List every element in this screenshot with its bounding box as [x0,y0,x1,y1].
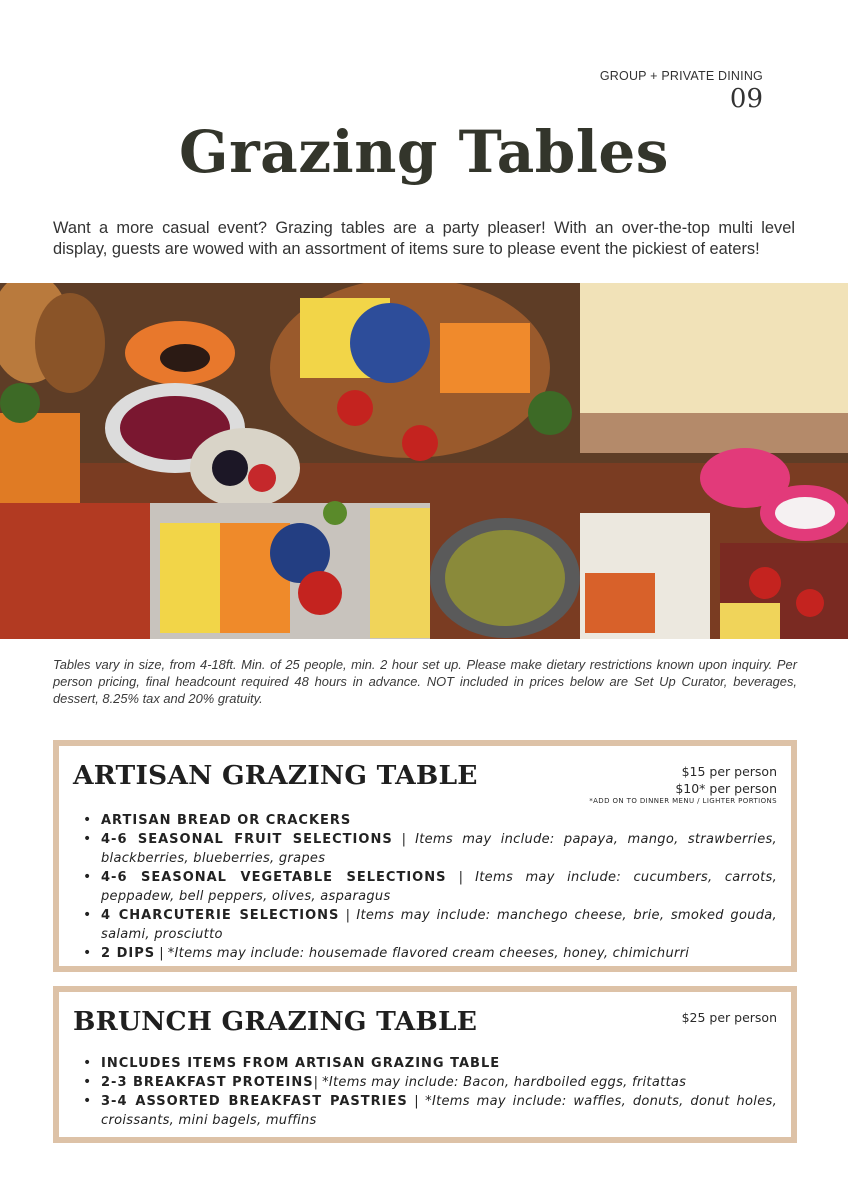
item-detail: Items may include: cucumbers, carrots, peppadew, bell peppers, olives, asparagus [101,870,777,904]
brunch-price [682,1009,777,1026]
item-separator: | [446,870,476,885]
item-head: 4-6 SEASONAL FRUIT SELECTIONS [101,832,393,847]
item-separator: | [339,908,357,923]
artisan-title: ARTISAN GRAZING TABLE [73,760,478,791]
artisan-price-main: $15 per person [681,764,777,779]
list-item [77,868,777,906]
item-detail: Items may include: papaya, mango, strawberries, blackberries, blueberries, grapes [101,832,777,866]
list-item [77,811,777,830]
item-head: INCLUDES ITEMS FROM ARTISAN GRAZING TABLE [101,1056,501,1071]
brunch-grazing-card [53,986,797,1143]
artisan-price-note: *ADD ON TO DINNER MENU / LIGHTER PORTIONS [589,797,777,805]
item-head: 4 CHARCUTERIE SELECTIONS [101,908,340,923]
intro-paragraph: Want a more casual event? Grazing tables are a party pleaser! With an over-the-top multi level display, guests are wowed with an assortment of items sure to please event the pickiest of eaters! [53,219,795,258]
list-item [77,1054,777,1073]
section-label: GROUP + PRIVATE DINING [599,69,763,83]
brunch-title: BRUNCH GRAZING TABLE [73,1006,478,1037]
artisan-price [589,763,777,806]
event-notes: Tables vary in size, from 4-18ft. Min. of 25 people, min. 2 hour set up. Please make dietary restrictions known upon inquiry. Per person pricing, final headcount required 48 hours in advance. NOT included in prices below are Set Up Curator, beverages, dessert, 8.25% tax and 20% gratuity. [53,657,797,706]
grazing-table-photo [0,283,848,639]
item-detail: *Items may include: Bacon, hardboiled eggs, fritattas [322,1075,687,1090]
item-detail: *Items may include: housemade flavored cream cheeses, honey, chimichurri [167,946,690,961]
item-head: 3-4 ASSORTED BREAKFAST PASTRIES [101,1094,408,1109]
item-separator: | [313,1075,323,1090]
item-head: 2 DIPS [101,946,156,961]
item-head: 4-6 SEASONAL VEGETABLE SELECTIONS [101,870,447,885]
artisan-grazing-card [53,740,797,972]
item-separator: | [407,1094,426,1109]
list-item [77,906,777,944]
list-item [77,830,777,868]
brunch-items-list [77,1054,777,1130]
item-detail: *Items may include: waffles, donuts, donut holes, croissants, mini bagels, muffins [101,1094,778,1128]
item-head: 2-3 BREAKFAST PROTEINS [101,1075,314,1090]
page-number: 09 [729,84,763,114]
artisan-items-list [77,811,777,963]
brunch-price-main: $25 per person [681,1010,777,1025]
item-separator: | [155,946,168,961]
page-title: Grazing Tables [179,118,669,186]
list-item [77,944,777,963]
list-item [77,1092,777,1130]
food-spread-illustration [0,283,848,639]
item-head: ARTISAN BREAD OR CRACKERS [101,813,352,828]
item-separator: | [392,832,416,847]
list-item [77,1073,777,1092]
item-detail: Items may include: manchego cheese, brie, smoked gouda, salami, prosciutto [101,908,777,942]
artisan-price-alt: $10* per person [675,781,777,796]
